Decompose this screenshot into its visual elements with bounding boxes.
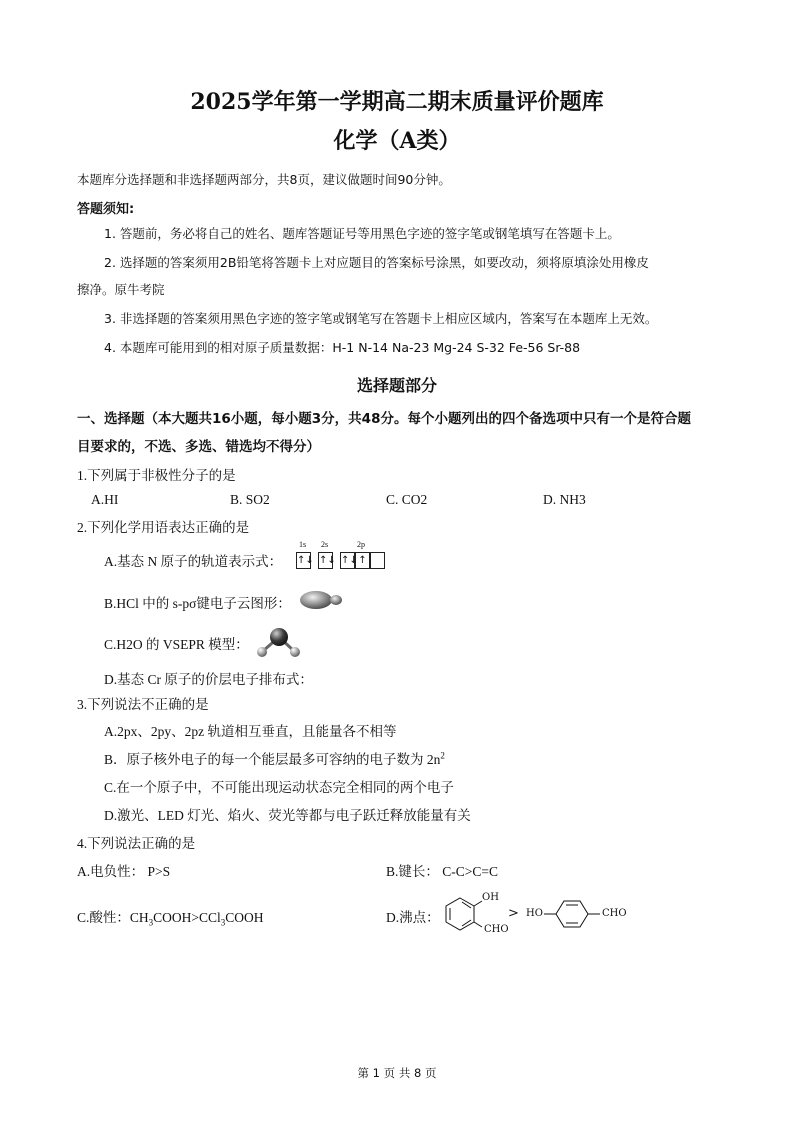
notice-heading: 答题须知: <box>77 202 135 217</box>
q4-stem: 4.下列说法正确的是 <box>77 836 196 851</box>
q3-option-b-sup: 2 <box>440 750 445 761</box>
h2o-vsepr-model-image <box>255 626 303 658</box>
orbital-label-2p: 2p <box>357 540 365 549</box>
oh-label: OH <box>482 892 499 903</box>
orbital-label-2s: 2s <box>321 540 329 549</box>
orbital-box-2p-1: ↑↓ <box>340 552 355 569</box>
q4-c-sub1: 3 <box>148 917 154 928</box>
q1-stem: 1.下列属于非极性分子的是 <box>77 468 236 483</box>
cho-label: CHO <box>484 924 509 935</box>
q1-option-b: B. SO2 <box>230 492 270 507</box>
cho2-label: CHO <box>602 908 627 919</box>
part-heading-line2: 目要求的，不选、多选、错选均不得分） <box>77 439 320 455</box>
q2-option-c: C.H2O 的 VSEPR 模型： <box>104 637 249 652</box>
electron-cloud-image <box>298 588 346 612</box>
q4-c-prefix: C.酸性：CH <box>77 910 149 925</box>
notice-item-4: 4. 本题库可能用到的相对原子质量数据：H-1 N-14 Na-23 Mg-24 S-32 Fe-56 Sr-88 <box>104 340 581 355</box>
ho-label: HO <box>526 908 543 919</box>
greater-than-sign: > <box>508 906 519 921</box>
orbital-box-1s: ↑↓ <box>296 552 311 569</box>
part-heading-line1: 一、选择题（本大题共16小题，每小题3分，共48分。每个小题列出的四个备选项中只有一个是符合题 <box>77 411 691 427</box>
notice-item-2: 2. 选择题的答案须用2B铅笔将答题卡上对应题目的答案标号涂黑，如要改动，须将原填涂处用橡皮 <box>104 255 649 270</box>
q1-option-a: A.HI <box>91 492 119 507</box>
q4-c-sub2: 3 <box>220 917 226 928</box>
q3-stem: 3.下列说法不正确的是 <box>77 697 209 712</box>
notice-item-3: 3. 非选择题的答案须用黑色字迹的签字笔或钢笔写在答题卡上相应区域内，答案写在本题库上无效。 <box>104 311 658 326</box>
orbital-box-2p-2: ↑ <box>355 552 370 569</box>
orbital-diagram <box>293 538 393 572</box>
section-title: 选择题部分 <box>356 376 437 395</box>
q2-stem: 2.下列化学用语表达正确的是 <box>77 520 250 535</box>
notice-item-2-cont: 擦净。原牛考院 <box>77 282 165 297</box>
q3-option-c: C.在一个原子中，不可能出现运动状态完全相同的两个电子 <box>104 780 454 795</box>
q4-c-suffix: COOH <box>225 910 264 925</box>
q2-option-a: A.基态 N 原子的轨道表示式： <box>104 554 283 569</box>
q3-option-b-text: B．原子核外电子的每一个能层最多可容纳的电子数为 2n <box>104 752 441 767</box>
orbital-box-2s: ↑↓ <box>318 552 333 569</box>
page-footer: 第 1 页 共 8 页 <box>357 1066 437 1080</box>
q3-option-a: A.2px、2py、2pz 轨道相互垂直，且能量各不相等 <box>104 724 397 739</box>
q1-option-d: D. NH3 <box>543 492 586 507</box>
notice-item-1: 1. 答题前，务必将自己的姓名、题库答题证号等用黑色字迹的签字笔或钢笔填写在答题卡上。 <box>104 226 620 241</box>
q4-option-b: B.键长： C-C>C=C <box>386 864 498 879</box>
q4-option-a: A.电负性： P>S <box>77 864 171 879</box>
q4-c-mid: COOH>CCl <box>153 910 221 925</box>
q4-option-c <box>77 906 264 928</box>
q1-option-c: C. CO2 <box>386 492 428 507</box>
p-hydroxybenzaldehyde-structure <box>544 896 606 932</box>
q2-option-d: D.基态 Cr 原子的价层电子排布式： <box>104 672 313 687</box>
q3-option-b <box>104 748 445 768</box>
orbital-label-1s: 1s <box>299 540 307 549</box>
q2-option-b: B.HCl 中的 s-pσ键电子云图形： <box>104 596 291 611</box>
orbital-box-2p-3 <box>370 552 385 569</box>
page-title: 2025学年第一学期高二期末质量评价题库 <box>190 89 604 115</box>
q4-option-d: D.沸点： <box>386 910 440 925</box>
page-subtitle: 化学（A类） <box>333 128 461 154</box>
intro-text: 本题库分选择题和非选择题两部分，共8页，建议做题时间90分钟。 <box>77 172 451 187</box>
q3-option-d: D.激光、LED 灯光、焰火、荧光等都与电子跃迁释放能量有关 <box>104 808 471 823</box>
